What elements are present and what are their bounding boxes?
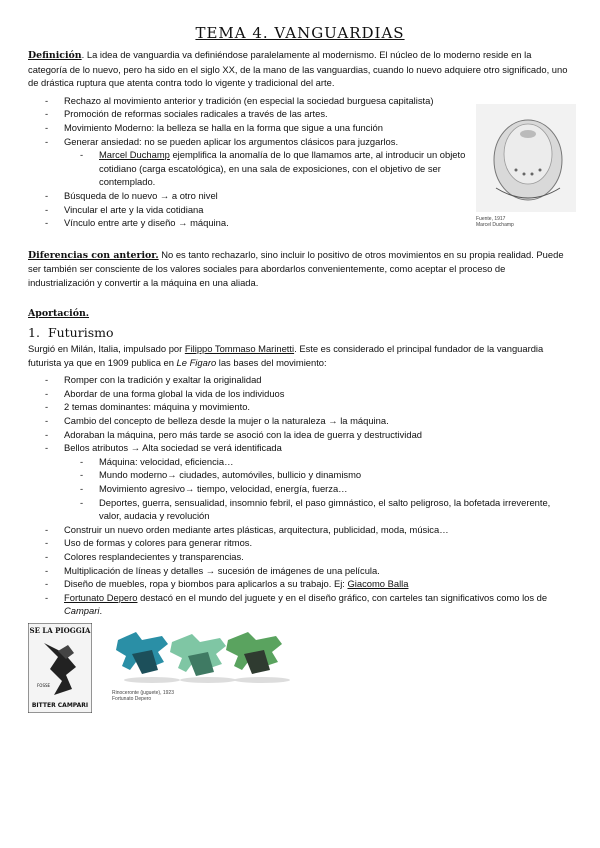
campari-mid-text: FOSSE [37,683,51,688]
marinetti-link[interactable]: Filippo Tommaso Marinetti [184,343,295,355]
aportacion-heading: Aportación. [28,307,90,319]
fountain-caption: Fuente, 1917 [476,215,506,222]
list-item: - Uso de formas y colores para generar ritmos. [28,536,572,550]
list-item: - Rechazo al movimiento anterior y tradición (en especial la sociedad burguesa capitalista) [28,94,468,108]
list-item: - Movimiento Moderno: la belleza se halla en la forma que sigue a una función [28,121,468,135]
campari-bottom-text: BITTER CAMPARI [31,702,89,709]
list-item: - Cambio del concepto de belleza desde la mujer o la naturaleza → la máquina. [28,414,572,428]
list-item: - Mundo moderno→ ciudades, automóviles, bullicio y dinamismo [64,468,572,482]
list-item: - Generar ansiedad: no se pueden aplicar los argumentos clásicos para juzgarlos. - Marcel Duchamp ejemplifica la anomalía de lo que llamamos arte, al introducir un objeto cotidiano (carga escatológica), en una sala de exposiciones, con el objetivo de ser contemplado. [28,135,468,189]
depero-toys-image [112,626,312,706]
list-item: - Máquina: velocidad, eficiencia… [64,455,572,469]
definicion-list [28,94,468,230]
fountain-caption-author: Marcel Duchamp [476,221,514,228]
definicion-sublist [64,148,468,189]
list-item: - Romper con la tradición y exaltar la originalidad [28,373,572,387]
list-item: - Movimiento agresivo→ tiempo, velocidad, energía, fuerza… [64,482,572,496]
futurismo-heading: 1. Futurismo [28,325,114,341]
list-item: - 2 temas dominantes: máquina y movimiento. [28,400,572,414]
definicion-label: Definición [28,50,82,61]
campari-top-text: SE LA PIOGGIA [29,626,91,635]
list-item: - Fortunato Depero destacó en el mundo del juguete y en el diseño gráfico, con carteles tan significativos como los de Campari. [28,591,572,618]
fountain-image [476,104,576,230]
futurismo-intro: Surgió en Milán, Italia, impulsado por Filippo Tommaso Marinetti. Este es considerado el principal fundador de la vanguardia futurista ya que en 1909 publica en Le Figaro las bases del movimiento: [28,343,544,368]
toys-caption: Rinoceronte (juguete), 1923 [112,689,174,696]
fountain-picture [476,104,576,212]
list-item: - Marcel Duchamp ejemplifica la anomalía de lo que llamamos arte, al introducir un objeto cotidiano (carga escatológica), en una sala de exposiciones, con el objetivo de ser contemplado. [64,148,468,189]
list-item: - Adoraban la máquina, pero más tarde se asoció con la idea de guerra y destructividad [28,428,572,442]
page-title: TEMA 4. VANGUARDIAS [195,24,405,42]
depero-toys-picture [112,626,312,686]
campari-poster [28,623,92,713]
campari-picture [28,623,92,713]
futurismo-list [28,373,572,618]
diferencias-paragraph: Diferencias con anterior. No es tanto rechazarlo, sino incluir lo positivo de otros movimientos en su propia realidad. Puede ser también ser consciente de los valores sociales para abordarlos convenientemente, como aceptar el proceso de industrialización y convertir a la máquina en una aliada. [28,248,564,288]
list-item: - Bellos atributos → Alta sociedad se verá identificada - Máquina: velocidad, eficiencia… - Mundo moderno→ ciudades, automóviles, bullicio y dinamismo - Movimiento agresivo→ tiempo, velocidad, energía, fuerza… - Deportes, guerra, sensualidad, insomnio febril, el paso gimnástico, el salto peligroso, la bofetada irreverente, valor, audacia y revolución [28,441,572,523]
list-item: - Abordar de una forma global la vida de los individuos [28,387,572,401]
list-item: - Colores resplandecientes y transparencias. [28,550,572,564]
list-item: - Vincular el arte y la vida cotidiana [28,203,468,217]
toys-caption-author: Fortunato Depero [112,695,152,702]
duchamp-link[interactable]: Marcel Duchamp [99,149,170,161]
balla-link[interactable]: Giacomo Balla [347,578,409,590]
list-item: - Construir un nuevo orden mediante artes plásticas, arquitectura, publicidad, moda, música… [28,523,572,537]
list-item: - Vínculo entre arte y diseño → máquina. [28,216,468,230]
list-item: - Promoción de reformas sociales radicales a través de las artes. [28,107,468,121]
depero-link[interactable]: Fortunato Depero [64,591,138,603]
futurismo-sublist [64,455,572,523]
diferencias-label: Diferencias con anterior. [28,249,159,261]
list-item: - Deportes, guerra, sensualidad, insomnio febril, el paso gimnástico, el salto peligroso, la bofetada irreverente, valor, audacia y revolución [64,496,572,523]
list-item: - Búsqueda de lo nuevo → a otro nivel [28,189,468,203]
list-item: - Multiplicación de líneas y detalles → sucesión de imágenes de una película. [28,564,572,578]
list-item: - Diseño de muebles, ropa y biombos para aplicarlos a su trabajo. Ej: Giacomo Balla [28,577,572,591]
definicion-paragraph: Definición. La idea de vanguardia va definiéndose paralelamente al modernismo. El núcleo de lo moderno reside en la categoría de lo nuevo, pero ha sido en el siglo XX, de la mano de las vanguardias, cuando lo nuevo adquiere otro significado, uno de drástica ruptura que atenta contra todo lo vigente y tradicional del arte. [28,49,568,89]
